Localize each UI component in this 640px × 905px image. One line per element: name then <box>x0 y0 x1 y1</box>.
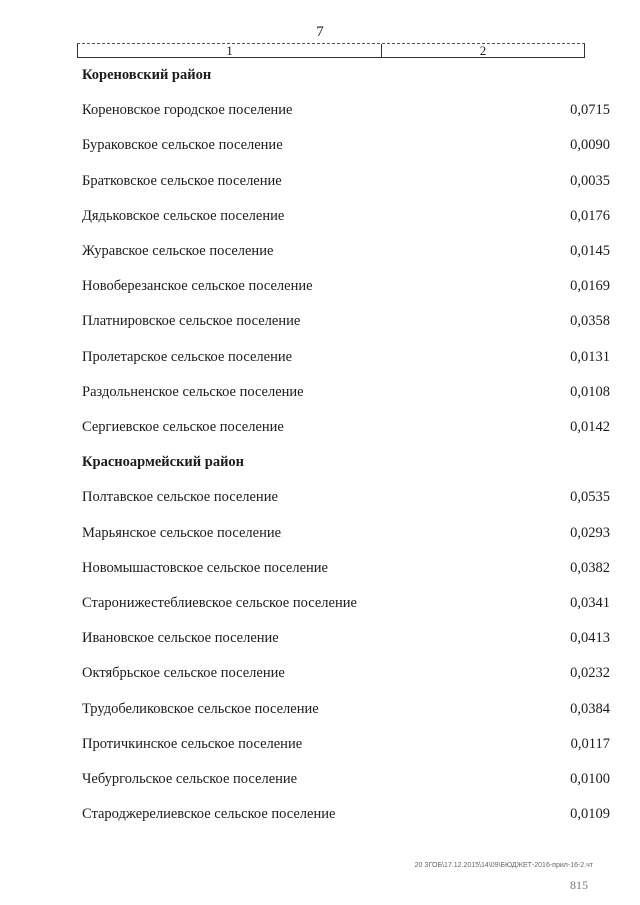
settlement-name: Пролетарское сельское поселение <box>82 348 293 365</box>
settlement-name: Журавское сельское поселение <box>82 243 274 259</box>
page-number: 7 <box>316 24 324 40</box>
table-row <box>82 135 610 155</box>
settlement-value: 0,0131 <box>570 348 610 365</box>
settlement-name: Ивановское сельское поселение <box>82 630 279 647</box>
table-row <box>82 734 610 754</box>
table-row <box>82 100 610 120</box>
settlement-name: Новомышастовское сельское поселение <box>82 559 328 576</box>
district-title: Кореновский район <box>82 67 212 83</box>
settlement-name: Новоберезанское сельское поселение <box>82 278 313 295</box>
settlement-name: Дядьковское сельское поселение <box>82 207 285 224</box>
settlement-name: Раздольненское сельское поселение <box>82 383 304 400</box>
settlement-name: Братковское сельское поселение <box>82 172 282 189</box>
settlement-value: 0,0090 <box>570 137 610 154</box>
footer-file-code: 20 ЗГОБ\17.12.2015\14\09\БЮДЖЕТ-2016-прил-16-2.чт <box>414 862 593 869</box>
settlement-value: 0,0117 <box>570 735 610 752</box>
table-row <box>82 593 610 613</box>
settlement-name: Протичкинское сельское поселение <box>82 735 303 752</box>
table-header <box>77 43 585 58</box>
settlement-value: 0,0535 <box>570 489 610 506</box>
table-row <box>82 276 610 296</box>
table-row <box>82 699 610 719</box>
table-row <box>82 487 610 507</box>
settlement-name: Старонижестеблиевское сельское поселение <box>82 595 357 611</box>
table-row <box>82 663 610 683</box>
settlement-value: 0,0142 <box>570 419 610 435</box>
table-row <box>82 206 610 226</box>
settlement-name: Кореновское городское поселение <box>82 102 293 119</box>
settlement-value: 0,0035 <box>570 172 610 189</box>
settlement-value: 0,0382 <box>570 559 610 576</box>
table-row <box>82 347 610 367</box>
table-row <box>82 311 610 331</box>
settlement-name: Сергиевское сельское поселение <box>82 419 284 435</box>
settlement-value: 0,0384 <box>570 700 610 717</box>
settlement-value: 0,0341 <box>570 595 610 611</box>
settlement-name: Марьянское сельское поселение <box>82 524 282 541</box>
table-row <box>82 769 610 789</box>
settlement-name: Чебургольское сельское поселение <box>82 771 298 787</box>
settlement-value: 0,0715 <box>570 102 610 119</box>
settlement-value: 0,0232 <box>570 665 610 682</box>
table-row <box>82 241 610 261</box>
table-row <box>82 417 610 437</box>
settlement-name: Полтавское сельское поселение <box>82 489 278 506</box>
settlement-value: 0,0176 <box>570 207 610 224</box>
settlement-name: Платнировское сельское поселение <box>82 313 301 330</box>
settlement-value: 0,0169 <box>570 278 610 295</box>
settlement-value: 0,0145 <box>570 243 610 259</box>
table-row <box>82 171 610 191</box>
table-row <box>82 558 610 578</box>
settlement-value: 0,0413 <box>570 630 610 647</box>
settlement-name: Трудобеликовское сельское поселение <box>82 700 319 717</box>
settlement-value: 0,0358 <box>570 313 610 330</box>
table-header-col1: 1 <box>78 44 382 57</box>
settlement-name: Староджерелиевское сельское поселение <box>82 806 336 823</box>
settlement-value: 0,0100 <box>570 771 610 787</box>
settlement-name: Бураковское сельское поселение <box>82 137 283 154</box>
table-row <box>82 523 610 543</box>
settlement-value: 0,0108 <box>570 383 610 400</box>
table-row <box>82 382 610 402</box>
table-row <box>82 628 610 648</box>
table-row <box>82 804 610 824</box>
settlement-value: 0,0293 <box>570 524 610 541</box>
settlement-value: 0,0109 <box>570 806 610 823</box>
footer-page-number: 815 <box>570 878 588 892</box>
district-title: Красноармейский район <box>82 454 245 471</box>
table-header-col2: 2 <box>479 43 487 58</box>
settlement-name: Октябрьское сельское поселение <box>82 665 285 682</box>
